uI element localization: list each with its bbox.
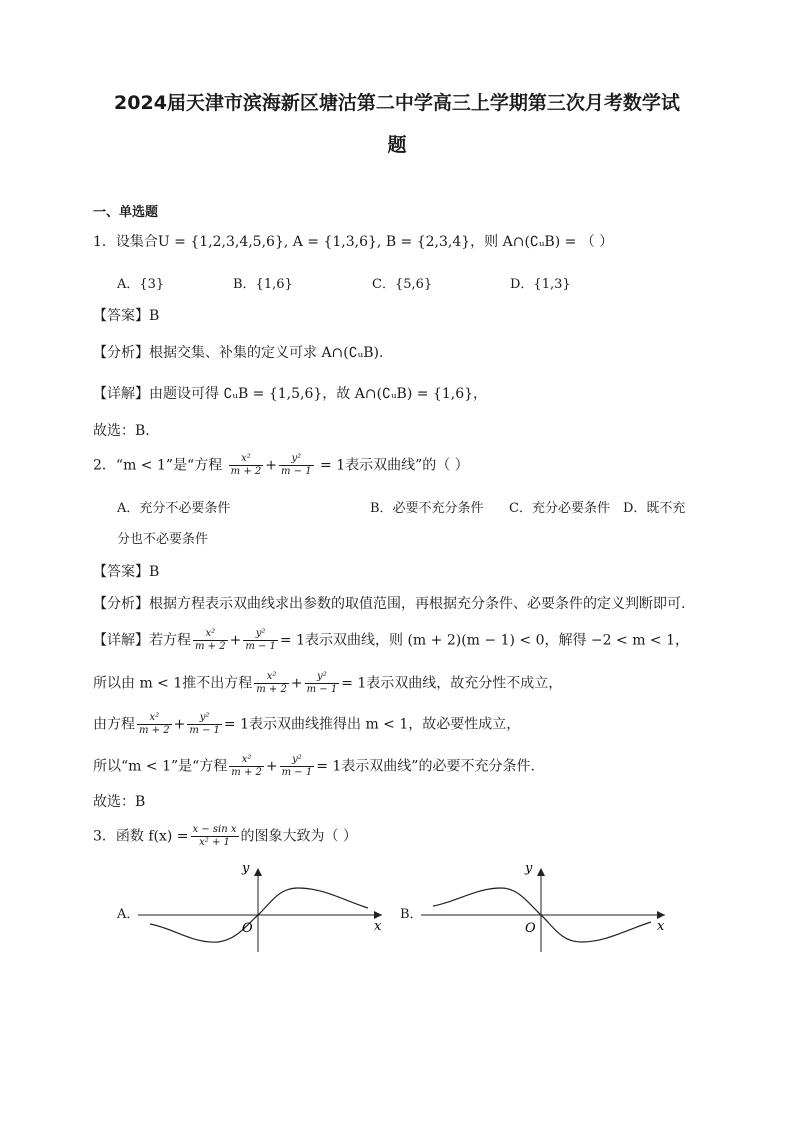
document-title-line2: 题 <box>387 134 407 156</box>
analysis-text: 根据方程表示双曲线求出参数的取值范围，再根据充分条件、必要条件的定义判断即可. <box>149 596 686 612</box>
fraction-y: $\frac{\text{y²}}{m - 1}$ <box>281 754 313 778</box>
q1-answer <box>93 306 159 326</box>
q1-option-a: A．{3} <box>117 277 165 292</box>
analysis-tag: 【分析】 <box>93 345 149 361</box>
x-axis-label: x <box>657 919 665 934</box>
q2-option-a: A．充分不必要条件 <box>117 501 231 516</box>
q3-stem: 3．函数 f(x) = $\frac{\text{x − sin x}}{\text{x² + 1}}$ 的图象大致为（ ） <box>93 824 357 848</box>
document-title-line1: 2024届天津市滨海新区塘沽第二中学高三上学期第三次月考数学试 <box>114 92 680 114</box>
fraction-y: $\frac{\text{y²}}{m - 1}$ <box>245 628 276 652</box>
q2-detail-line3: 由方程 $\frac{\text{x²}}{m + 2}$ + $\frac{\text{y²}}{m - 1}$ = 1表示双曲线推得出 m < 1，故必要性成立， <box>93 712 521 736</box>
y-axis-arrow-icon <box>537 868 545 876</box>
q1-option-c: C．{5,6} <box>372 277 433 292</box>
q2-option-c: C．充分必要条件 <box>509 501 610 516</box>
detail-tag: 【详解】 <box>93 386 149 402</box>
q2-stem: 2．“m < 1”是“方程 $\frac{\text{x²}}{m + 2}$ + $\frac{\text{y²}}{m - 1}$ = 1表示双曲线”的（ ） <box>93 453 469 477</box>
q2-option-d-continued: 分也不必要条件 <box>117 532 209 547</box>
q1-analysis <box>93 343 383 363</box>
q1-stem: 1．设集合U = {1,2,3,4,5,6}, A = {1,3,6}, B = {2,3,4}，则 A∩(∁ᵤB) = （ ） <box>93 234 614 250</box>
q2-conclusion: 故选：B <box>93 794 146 810</box>
q2-stem-suffix: = 1表示双曲线”的（ ） <box>320 457 469 474</box>
fraction-y: $\frac{\text{y²}}{m - 1}$ <box>306 671 338 695</box>
fraction-y: $\frac{\text{y²}}{m - 1}$ <box>280 453 312 477</box>
graph-b <box>421 864 671 954</box>
y-axis-label: y <box>525 864 533 876</box>
x-axis-label: x <box>374 919 382 934</box>
origin-label: O <box>242 921 253 936</box>
fraction-function: $\frac{\text{x − sin x}}{\text{x² + 1}}$ <box>192 824 237 848</box>
origin-label: O <box>525 921 536 936</box>
answer-tag: 【答案】 <box>93 308 149 324</box>
q2-analysis <box>93 594 685 614</box>
q3-option-b-label: B． <box>400 907 423 922</box>
q2-detail-line4: 所以“m < 1”是“方程 $\frac{\text{x²}}{m + 2}$ + $\frac{\text{y²}}{m - 1}$ = 1表示双曲线”的必要不充分条件. <box>93 754 535 778</box>
q2-detail-line2: 所以由 m < 1推不出方程 $\frac{\text{x²}}{m + 2}$ + $\frac{\text{y²}}{m - 1}$ = 1表示双曲线，故充分性不成立， <box>93 671 563 695</box>
q3-option-a-label: A． <box>117 907 140 922</box>
q1-option-d: D．{1,3} <box>510 277 571 292</box>
x-axis-arrow-icon <box>657 911 665 919</box>
q2-option-d: D．既不充 <box>623 501 686 516</box>
answer-tag: 【答案】 <box>93 564 149 580</box>
graph-a <box>138 864 388 954</box>
section-heading: 一、单选题 <box>93 205 159 220</box>
answer-value: B <box>149 564 160 580</box>
y-axis-arrow-icon <box>254 868 262 876</box>
q2-stem-prefix: 2．“m < 1”是“方程 <box>93 457 223 474</box>
x-axis-arrow-icon <box>374 911 382 919</box>
analysis-text: 根据交集、补集的定义可求 A∩(∁ᵤB). <box>149 345 384 361</box>
detail-text: 由题设可得 ∁ᵤB = {1,5,6}，故 A∩(∁ᵤB) = {1,6}， <box>149 386 488 402</box>
fraction-x: $\frac{\text{x²}}{m + 2}$ <box>195 628 226 652</box>
q2-detail-line1: 【详解】若方程 $\frac{\text{x²}}{m + 2}$ + $\frac{\text{y²}}{m - 1}$ = 1表示双曲线，则 (m + 2)(m − 1) < 0，解得 −2 < m < 1， <box>93 628 690 652</box>
detail-tag: 【详解】 <box>93 632 149 649</box>
fraction-y: $\frac{\text{y²}}{m - 1}$ <box>189 712 220 736</box>
q2-answer <box>93 562 159 582</box>
y-axis-label: y <box>242 864 250 876</box>
fraction-x: $\frac{\text{x²}}{m + 2}$ <box>231 754 262 778</box>
fraction-x: $\frac{\text{x²}}{m + 2}$ <box>230 453 262 477</box>
answer-value: B <box>149 308 160 324</box>
q2-option-b: B．必要不充分条件 <box>370 501 484 516</box>
q1-detail <box>93 384 487 404</box>
fraction-x: $\frac{\text{x²}}{m + 2}$ <box>139 712 170 736</box>
q1-option-b: B．{1,6} <box>233 277 293 292</box>
fraction-x: $\frac{\text{x²}}{m + 2}$ <box>256 671 287 695</box>
q1-conclusion: 故选：B. <box>93 423 150 439</box>
analysis-tag: 【分析】 <box>93 596 149 612</box>
